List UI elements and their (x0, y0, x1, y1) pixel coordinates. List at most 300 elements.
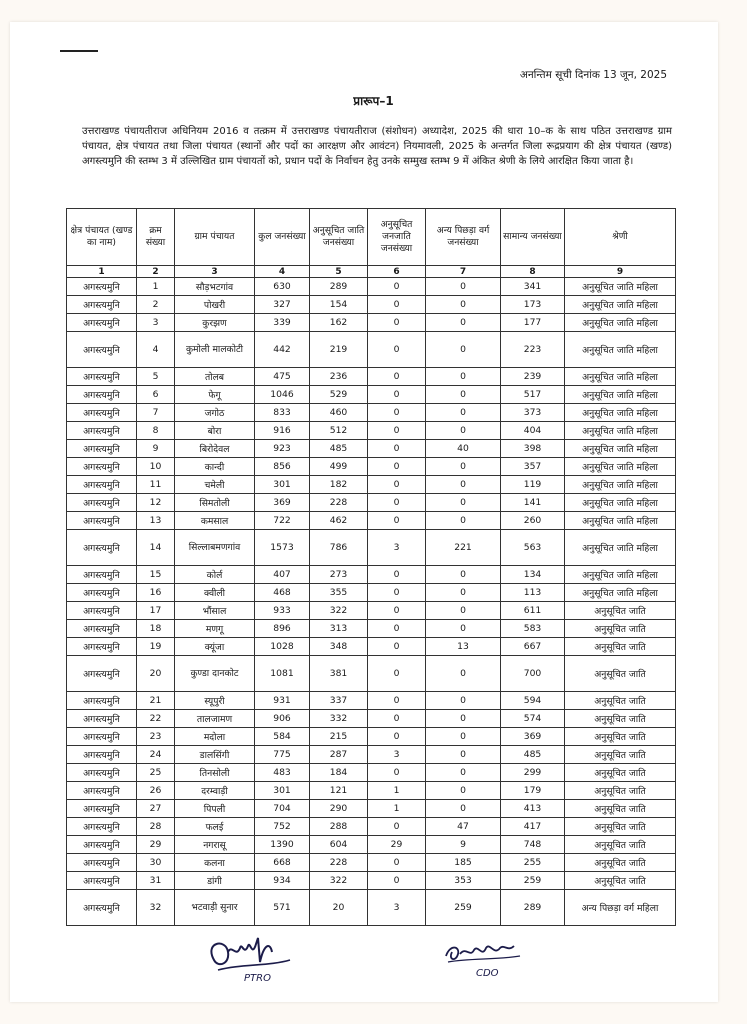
total-population-cell: 916 (255, 422, 310, 440)
gram-panchayat-cell: जगोठ (175, 404, 255, 422)
sc-population-cell: 215 (310, 728, 368, 746)
table-row (67, 494, 676, 512)
general-population-cell: 119 (501, 476, 565, 494)
gram-panchayat-cell: क्वीली (175, 584, 255, 602)
sc-population-cell: 290 (310, 800, 368, 818)
column-number: 9 (565, 266, 676, 278)
column-header: अन्य पिछड़ा वर्ग जनसंख्या (426, 209, 501, 266)
block-cell: अगस्त्यमुनि (67, 332, 137, 368)
total-population-cell: 933 (255, 602, 310, 620)
table-row (67, 584, 676, 602)
signature-right (440, 936, 530, 980)
gram-panchayat-cell: कुमोली मालकोटी (175, 332, 255, 368)
table-row (67, 782, 676, 800)
obc-population-cell: 0 (426, 368, 501, 386)
st-population-cell: 0 (368, 566, 426, 584)
general-population-cell: 141 (501, 494, 565, 512)
block-cell: अगस्त्यमुनि (67, 764, 137, 782)
gram-panchayat-cell: डांगी (175, 872, 255, 890)
total-population-cell: 722 (255, 512, 310, 530)
gram-panchayat-cell: कुरझण (175, 314, 255, 332)
st-population-cell: 0 (368, 476, 426, 494)
total-population-cell: 668 (255, 854, 310, 872)
table-row (67, 476, 676, 494)
total-population-cell: 571 (255, 890, 310, 926)
serial-cell: 19 (137, 638, 175, 656)
obc-population-cell: 0 (426, 692, 501, 710)
sc-population-cell: 786 (310, 530, 368, 566)
block-cell: अगस्त्यमुनि (67, 296, 137, 314)
sc-population-cell: 604 (310, 836, 368, 854)
total-population-cell: 1028 (255, 638, 310, 656)
category-cell: अनुसूचित जाति (565, 656, 676, 692)
total-population-cell: 630 (255, 278, 310, 296)
gram-panchayat-cell: फलई (175, 818, 255, 836)
category-cell: अनुसूचित जाति महिला (565, 314, 676, 332)
serial-cell: 15 (137, 566, 175, 584)
serial-cell: 13 (137, 512, 175, 530)
obc-population-cell: 9 (426, 836, 501, 854)
serial-cell: 21 (137, 692, 175, 710)
category-cell: अनुसूचित जाति (565, 638, 676, 656)
block-cell: अगस्त्यमुनि (67, 692, 137, 710)
block-cell: अगस्त्यमुनि (67, 422, 137, 440)
sc-population-cell: 121 (310, 782, 368, 800)
category-cell: अनुसूचित जाति महिला (565, 566, 676, 584)
gram-panchayat-cell: बोरा (175, 422, 255, 440)
sc-population-cell: 182 (310, 476, 368, 494)
st-population-cell: 29 (368, 836, 426, 854)
st-population-cell: 0 (368, 584, 426, 602)
st-population-cell: 0 (368, 638, 426, 656)
sc-population-cell: 273 (310, 566, 368, 584)
serial-cell: 29 (137, 836, 175, 854)
total-population-cell: 775 (255, 746, 310, 764)
general-population-cell: 177 (501, 314, 565, 332)
serial-cell: 7 (137, 404, 175, 422)
gram-panchayat-cell: कमसाल (175, 512, 255, 530)
total-population-cell: 475 (255, 368, 310, 386)
st-population-cell: 0 (368, 368, 426, 386)
column-number: 1 (67, 266, 137, 278)
table-row (67, 620, 676, 638)
gram-panchayat-cell: भटवाड़ी सुनार (175, 890, 255, 926)
sc-population-cell: 20 (310, 890, 368, 926)
block-cell: अगस्त्यमुनि (67, 494, 137, 512)
sc-population-cell: 228 (310, 494, 368, 512)
st-population-cell: 0 (368, 314, 426, 332)
total-population-cell: 1390 (255, 836, 310, 854)
obc-population-cell: 0 (426, 602, 501, 620)
table-row (67, 764, 676, 782)
category-cell: अनुसूचित जाति (565, 854, 676, 872)
category-cell: अनुसूचित जाति (565, 836, 676, 854)
st-population-cell: 0 (368, 332, 426, 368)
serial-cell: 22 (137, 710, 175, 728)
table-row (67, 368, 676, 386)
st-population-cell: 0 (368, 692, 426, 710)
block-cell: अगस्त्यमुनि (67, 404, 137, 422)
st-population-cell: 0 (368, 656, 426, 692)
total-population-cell: 483 (255, 764, 310, 782)
general-population-cell: 398 (501, 440, 565, 458)
general-population-cell: 299 (501, 764, 565, 782)
sc-population-cell: 499 (310, 458, 368, 476)
serial-cell: 28 (137, 818, 175, 836)
total-population-cell: 704 (255, 800, 310, 818)
form-heading: प्रारूप–1 (353, 94, 394, 108)
total-population-cell: 896 (255, 620, 310, 638)
obc-population-cell: 0 (426, 656, 501, 692)
category-cell: अनुसूचित जाति महिला (565, 278, 676, 296)
sc-population-cell: 228 (310, 854, 368, 872)
general-population-cell: 255 (501, 854, 565, 872)
sc-population-cell: 355 (310, 584, 368, 602)
st-population-cell: 1 (368, 800, 426, 818)
table-row (67, 872, 676, 890)
total-population-cell: 1573 (255, 530, 310, 566)
total-population-cell: 1081 (255, 656, 310, 692)
gram-panchayat-cell: कान्दी (175, 458, 255, 476)
sc-population-cell: 332 (310, 710, 368, 728)
category-cell: अनुसूचित जाति महिला (565, 494, 676, 512)
gram-panchayat-cell: सिमतोली (175, 494, 255, 512)
sc-population-cell: 529 (310, 386, 368, 404)
st-population-cell: 0 (368, 620, 426, 638)
general-population-cell: 239 (501, 368, 565, 386)
gram-panchayat-cell: फेगू (175, 386, 255, 404)
block-cell: अगस्त्यमुनि (67, 584, 137, 602)
st-population-cell: 1 (368, 782, 426, 800)
obc-population-cell: 0 (426, 404, 501, 422)
serial-cell: 3 (137, 314, 175, 332)
table-row (67, 422, 676, 440)
sc-population-cell: 462 (310, 512, 368, 530)
obc-population-cell: 0 (426, 782, 501, 800)
total-population-cell: 407 (255, 566, 310, 584)
block-cell: अगस्त्यमुनि (67, 620, 137, 638)
general-population-cell: 134 (501, 566, 565, 584)
column-header: ग्राम पंचायत (175, 209, 255, 266)
column-number: 5 (310, 266, 368, 278)
serial-cell: 14 (137, 530, 175, 566)
table-row (67, 530, 676, 566)
gram-panchayat-cell: तालजामण (175, 710, 255, 728)
sc-population-cell: 236 (310, 368, 368, 386)
obc-population-cell: 0 (426, 584, 501, 602)
general-population-cell: 357 (501, 458, 565, 476)
general-population-cell: 404 (501, 422, 565, 440)
block-cell: अगस्त्यमुनि (67, 476, 137, 494)
serial-cell: 30 (137, 854, 175, 872)
category-cell: अनुसूचित जाति (565, 620, 676, 638)
st-population-cell: 0 (368, 602, 426, 620)
general-population-cell: 179 (501, 782, 565, 800)
intro-paragraph: उत्तराखण्ड पंचायतीराज अधिनियम 2016 व तत्क्रम में उत्तराखण्ड पंचायतीराज (संशोधन) अध्यादेश, 2025 की धारा 10–क के साथ पठित उत्तराखण्ड ग्राम पंचायत, क्षेत्र पंचायत तथा जिला पंचायत (स्थानों और पदों का आरक्षण और आवंटन) नियमावली, 2025 के अन्तर्गत जिला रूद्रप्रयाग की क्षेत्र पंचायत (खण्ड) अगस्त्यमुनि की स्तम्भ 3 में उल्लिखित ग्राम पंचायतों को, प्रधान पदों के निर्वाचन हेतु उनके सम्मुख स्तम्भ 9 में अंकित श्रेणी के लिये आरक्षित किया जाता है। (82, 126, 672, 167)
obc-population-cell: 221 (426, 530, 501, 566)
general-population-cell: 413 (501, 800, 565, 818)
table-row (67, 278, 676, 296)
sc-population-cell: 512 (310, 422, 368, 440)
column-number: 3 (175, 266, 255, 278)
sc-population-cell: 322 (310, 872, 368, 890)
category-cell: अनुसूचित जाति महिला (565, 512, 676, 530)
gram-panchayat-cell: सौड़भटगांव (175, 278, 255, 296)
gram-panchayat-cell: सिल्लाबमणगांव (175, 530, 255, 566)
column-header: क्षेत्र पंचायत (खण्ड का नाम) (67, 209, 137, 266)
table-row (67, 386, 676, 404)
gram-panchayat-cell: क्यूंजा (175, 638, 255, 656)
block-cell: अगस्त्यमुनि (67, 512, 137, 530)
column-number: 7 (426, 266, 501, 278)
obc-population-cell: 0 (426, 332, 501, 368)
obc-population-cell: 47 (426, 818, 501, 836)
block-cell: अगस्त्यमुनि (67, 638, 137, 656)
total-population-cell: 301 (255, 782, 310, 800)
header-row (67, 209, 676, 266)
total-population-cell: 339 (255, 314, 310, 332)
obc-population-cell: 0 (426, 620, 501, 638)
category-cell: अनुसूचित जाति (565, 602, 676, 620)
serial-cell: 1 (137, 278, 175, 296)
general-population-cell: 341 (501, 278, 565, 296)
column-number: 4 (255, 266, 310, 278)
st-population-cell: 0 (368, 512, 426, 530)
block-cell: अगस्त्यमुनि (67, 728, 137, 746)
category-cell: अनुसूचित जाति (565, 818, 676, 836)
total-population-cell: 327 (255, 296, 310, 314)
serial-cell: 25 (137, 764, 175, 782)
category-cell: अनुसूचित जाति महिला (565, 386, 676, 404)
sc-population-cell: 289 (310, 278, 368, 296)
serial-cell: 5 (137, 368, 175, 386)
serial-cell: 11 (137, 476, 175, 494)
table-body (67, 278, 676, 926)
column-header: कुल जनसंख्या (255, 209, 310, 266)
table-row (67, 656, 676, 692)
gram-panchayat-cell: पिपली (175, 800, 255, 818)
general-population-cell: 563 (501, 530, 565, 566)
obc-population-cell: 0 (426, 728, 501, 746)
block-cell: अगस्त्यमुनि (67, 818, 137, 836)
top-dash-mark (60, 50, 98, 52)
general-population-cell: 594 (501, 692, 565, 710)
general-population-cell: 667 (501, 638, 565, 656)
obc-population-cell: 0 (426, 512, 501, 530)
total-population-cell: 906 (255, 710, 310, 728)
st-population-cell: 3 (368, 746, 426, 764)
general-population-cell: 748 (501, 836, 565, 854)
gram-panchayat-cell: कोर्ल (175, 566, 255, 584)
obc-population-cell: 0 (426, 296, 501, 314)
block-cell: अगस्त्यमुनि (67, 566, 137, 584)
serial-cell: 16 (137, 584, 175, 602)
column-header: अनुसूचित जाति जनसंख्या (310, 209, 368, 266)
obc-population-cell: 0 (426, 746, 501, 764)
total-population-cell: 442 (255, 332, 310, 368)
obc-population-cell: 0 (426, 314, 501, 332)
category-cell: अनुसूचित जाति (565, 800, 676, 818)
gram-panchayat-cell: नगरासू (175, 836, 255, 854)
st-population-cell: 0 (368, 494, 426, 512)
gram-panchayat-cell: दरम्वाड़ी (175, 782, 255, 800)
gram-panchayat-cell: तोलब (175, 368, 255, 386)
sc-population-cell: 381 (310, 656, 368, 692)
gram-panchayat-cell: भौंसाल (175, 602, 255, 620)
st-population-cell: 0 (368, 404, 426, 422)
signature-left-label: PTRO (244, 973, 271, 984)
category-cell: अनुसूचित जाति महिला (565, 458, 676, 476)
table-row (67, 296, 676, 314)
table-row (67, 602, 676, 620)
obc-population-cell: 353 (426, 872, 501, 890)
category-cell: अनुसूचित जाति (565, 692, 676, 710)
obc-population-cell: 0 (426, 422, 501, 440)
block-cell: अगस्त्यमुनि (67, 440, 137, 458)
block-cell: अगस्त्यमुनि (67, 458, 137, 476)
st-population-cell: 3 (368, 890, 426, 926)
table-row (67, 512, 676, 530)
total-population-cell: 856 (255, 458, 310, 476)
block-cell: अगस्त्यमुनि (67, 602, 137, 620)
column-number: 2 (137, 266, 175, 278)
table-row (67, 854, 676, 872)
total-population-cell: 301 (255, 476, 310, 494)
column-header: अनुसूचित जनजाति जनसंख्या (368, 209, 426, 266)
serial-cell: 12 (137, 494, 175, 512)
table-row (67, 692, 676, 710)
general-population-cell: 373 (501, 404, 565, 422)
sc-population-cell: 162 (310, 314, 368, 332)
sc-population-cell: 337 (310, 692, 368, 710)
category-cell: अनुसूचित जाति महिला (565, 404, 676, 422)
block-cell: अगस्त्यमुनि (67, 656, 137, 692)
total-population-cell: 1046 (255, 386, 310, 404)
general-population-cell: 583 (501, 620, 565, 638)
total-population-cell: 468 (255, 584, 310, 602)
st-population-cell: 0 (368, 296, 426, 314)
serial-cell: 8 (137, 422, 175, 440)
category-cell: अनुसूचित जाति (565, 872, 676, 890)
gram-panchayat-cell: मदोला (175, 728, 255, 746)
total-population-cell: 584 (255, 728, 310, 746)
sc-population-cell: 313 (310, 620, 368, 638)
general-population-cell: 574 (501, 710, 565, 728)
block-cell: अगस्त्यमुनि (67, 800, 137, 818)
st-population-cell: 0 (368, 872, 426, 890)
general-population-cell: 173 (501, 296, 565, 314)
category-cell: अनुसूचित जाति महिला (565, 440, 676, 458)
column-header: श्रेणी (565, 209, 676, 266)
column-number: 8 (501, 266, 565, 278)
signature-left (200, 934, 300, 984)
gram-panchayat-cell: चमेली (175, 476, 255, 494)
table-row (67, 728, 676, 746)
serial-cell: 18 (137, 620, 175, 638)
table-row (67, 890, 676, 926)
block-cell: अगस्त्यमुनि (67, 890, 137, 926)
block-cell: अगस्त्यमुनि (67, 710, 137, 728)
category-cell: अनुसूचित जाति (565, 728, 676, 746)
serial-cell: 31 (137, 872, 175, 890)
category-cell: अनुसूचित जाति महिला (565, 530, 676, 566)
category-cell: अनुसूचित जाति महिला (565, 422, 676, 440)
table-row (67, 566, 676, 584)
st-population-cell: 0 (368, 278, 426, 296)
general-population-cell: 369 (501, 728, 565, 746)
block-cell: अगस्त्यमुनि (67, 854, 137, 872)
category-cell: अन्य पिछड़ा वर्ग महिला (565, 890, 676, 926)
table-row (67, 818, 676, 836)
sc-population-cell: 460 (310, 404, 368, 422)
block-cell: अगस्त्यमुनि (67, 386, 137, 404)
table-row (67, 440, 676, 458)
obc-population-cell: 0 (426, 278, 501, 296)
gram-panchayat-cell: कलना (175, 854, 255, 872)
general-population-cell: 417 (501, 818, 565, 836)
obc-population-cell: 0 (426, 800, 501, 818)
category-cell: अनुसूचित जाति (565, 746, 676, 764)
obc-population-cell: 40 (426, 440, 501, 458)
block-cell: अगस्त्यमुनि (67, 872, 137, 890)
gram-panchayat-cell: बिरोदेवल (175, 440, 255, 458)
sc-population-cell: 485 (310, 440, 368, 458)
obc-population-cell: 0 (426, 710, 501, 728)
block-cell: अगस्त्यमुनि (67, 314, 137, 332)
st-population-cell: 0 (368, 458, 426, 476)
obc-population-cell: 259 (426, 890, 501, 926)
gram-panchayat-cell: मणगू (175, 620, 255, 638)
category-cell: अनुसूचित जाति महिला (565, 584, 676, 602)
table-row (67, 404, 676, 422)
sc-population-cell: 287 (310, 746, 368, 764)
total-population-cell: 833 (255, 404, 310, 422)
gram-panchayat-cell: तिनसोली (175, 764, 255, 782)
st-population-cell: 0 (368, 710, 426, 728)
signature-right-label: CDO (476, 968, 499, 979)
st-population-cell: 0 (368, 422, 426, 440)
st-population-cell: 0 (368, 386, 426, 404)
block-cell: अगस्त्यमुनि (67, 278, 137, 296)
obc-population-cell: 0 (426, 494, 501, 512)
table-row (67, 332, 676, 368)
gram-panchayat-cell: कुण्डा दानकोट (175, 656, 255, 692)
category-cell: अनुसूचित जाति महिला (565, 476, 676, 494)
block-cell: अगस्त्यमुनि (67, 836, 137, 854)
table-row (67, 314, 676, 332)
obc-population-cell: 13 (426, 638, 501, 656)
st-population-cell: 0 (368, 728, 426, 746)
serial-cell: 23 (137, 728, 175, 746)
serial-cell: 26 (137, 782, 175, 800)
table-row (67, 710, 676, 728)
serial-cell: 17 (137, 602, 175, 620)
category-cell: अनुसूचित जाति (565, 710, 676, 728)
sc-population-cell: 184 (310, 764, 368, 782)
category-cell: अनुसूचित जाति महिला (565, 296, 676, 314)
reservation-table (66, 208, 676, 926)
gram-panchayat-cell: पोखरी (175, 296, 255, 314)
obc-population-cell: 185 (426, 854, 501, 872)
sc-population-cell: 322 (310, 602, 368, 620)
table-row (67, 638, 676, 656)
table-row (67, 458, 676, 476)
obc-population-cell: 0 (426, 764, 501, 782)
st-population-cell: 0 (368, 854, 426, 872)
serial-cell: 24 (137, 746, 175, 764)
serial-cell: 4 (137, 332, 175, 368)
block-cell: अगस्त्यमुनि (67, 746, 137, 764)
